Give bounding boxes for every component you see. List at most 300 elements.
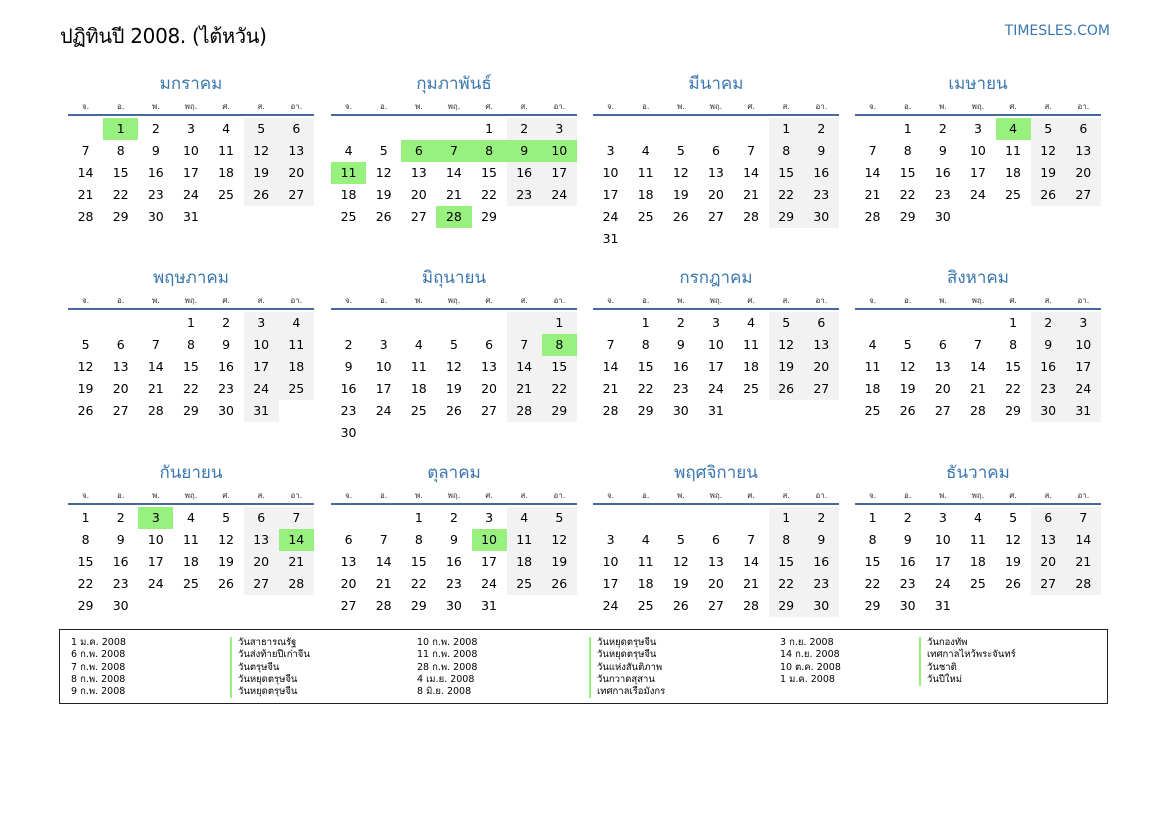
day-cell[interactable]: 16 [1031,356,1066,378]
day-cell[interactable]: 28 [864,209,881,224]
day-cell[interactable]: 16 [340,381,357,396]
day-cell[interactable]: 13 [112,359,129,374]
day-cell[interactable]: 19 [769,356,804,378]
day-cell[interactable]: 17 [602,576,619,591]
day-cell[interactable]: 28 [279,573,314,595]
day-cell[interactable]: 16 [934,165,951,180]
day-cell[interactable]: 23 [1031,378,1066,400]
day-cell[interactable]: 15 [1005,359,1022,374]
day-cell[interactable]: 29 [1005,403,1022,418]
day-cell[interactable]: 21 [743,187,760,202]
day-cell[interactable]: 12 [445,359,462,374]
day-cell[interactable]: 22 [1005,381,1022,396]
day-cell[interactable]: 11 [969,532,986,547]
day-cell[interactable]: 23 [340,403,357,418]
day-cell[interactable]: 13 [244,529,279,551]
day-cell[interactable]: 17 [707,359,724,374]
day-cell[interactable]: 24 [602,598,619,613]
day-cell[interactable]: 4 [279,312,314,334]
day-cell[interactable]: 18 [182,554,199,569]
day-cell[interactable]: 19 [542,551,577,573]
day-cell[interactable]: 5 [449,337,458,352]
day-cell[interactable]: 2 [116,510,125,525]
day-cell[interactable]: 8 [1009,337,1018,352]
day-cell[interactable]: 23 [112,576,129,591]
day-cell[interactable]: 26 [1005,576,1022,591]
day-cell[interactable]: 23 [934,187,951,202]
day-cell[interactable]: 11 [410,359,427,374]
day-cell[interactable]: 19 [218,554,235,569]
holiday-day-cell[interactable]: 8 [472,140,507,162]
day-cell[interactable]: 10 [969,143,986,158]
day-cell[interactable]: 23 [804,184,839,206]
day-cell[interactable]: 7 [81,143,90,158]
day-cell[interactable]: 17 [375,381,392,396]
day-cell[interactable]: 25 [340,209,357,224]
day-cell[interactable]: 12 [672,165,689,180]
day-cell[interactable]: 3 [542,118,577,140]
day-cell[interactable]: 27 [707,209,724,224]
day-cell[interactable]: 31 [707,403,724,418]
day-cell[interactable]: 28 [77,209,94,224]
day-cell[interactable]: 5 [1009,510,1018,525]
day-cell[interactable]: 23 [507,184,542,206]
day-cell[interactable]: 16 [112,554,129,569]
day-cell[interactable]: 22 [637,381,654,396]
day-cell[interactable]: 12 [375,165,392,180]
day-cell[interactable]: 23 [899,576,916,591]
day-cell[interactable]: 20 [481,381,498,396]
day-cell[interactable]: 23 [445,576,462,591]
day-cell[interactable]: 27 [934,403,951,418]
holiday-day-cell[interactable]: 28 [436,206,471,228]
day-cell[interactable]: 6 [116,337,125,352]
day-cell[interactable]: 16 [218,359,235,374]
day-cell[interactable]: 28 [147,403,164,418]
day-cell[interactable]: 11 [743,337,760,352]
day-cell[interactable]: 27 [340,598,357,613]
day-cell[interactable]: 3 [485,510,494,525]
day-cell[interactable]: 18 [637,187,654,202]
day-cell[interactable]: 18 [637,576,654,591]
day-cell[interactable]: 31 [602,231,619,246]
day-cell[interactable]: 3 [606,532,615,547]
day-cell[interactable]: 6 [485,337,494,352]
day-cell[interactable]: 19 [899,381,916,396]
day-cell[interactable]: 14 [445,165,462,180]
day-cell[interactable]: 10 [602,554,619,569]
day-cell[interactable]: 25 [218,187,235,202]
day-cell[interactable]: 17 [602,187,619,202]
day-cell[interactable]: 27 [244,573,279,595]
day-cell[interactable]: 9 [449,532,458,547]
day-cell[interactable]: 6 [1031,507,1066,529]
day-cell[interactable]: 20 [934,381,951,396]
day-cell[interactable]: 24 [934,576,951,591]
day-cell[interactable]: 1 [186,315,195,330]
day-cell[interactable]: 14 [864,165,881,180]
day-cell[interactable]: 24 [375,403,392,418]
day-cell[interactable]: 16 [507,162,542,184]
day-cell[interactable]: 18 [340,187,357,202]
day-cell[interactable]: 18 [507,551,542,573]
day-cell[interactable]: 24 [147,576,164,591]
day-cell[interactable]: 13 [804,334,839,356]
day-cell[interactable]: 28 [507,400,542,422]
day-cell[interactable]: 24 [481,576,498,591]
day-cell[interactable]: 1 [903,121,912,136]
day-cell[interactable]: 26 [672,598,689,613]
day-cell[interactable]: 14 [602,359,619,374]
day-cell[interactable]: 22 [410,576,427,591]
day-cell[interactable]: 17 [147,554,164,569]
day-cell[interactable]: 28 [743,209,760,224]
day-cell[interactable]: 4 [222,121,231,136]
day-cell[interactable]: 12 [218,532,235,547]
day-cell[interactable]: 18 [969,554,986,569]
day-cell[interactable]: 25 [1005,187,1022,202]
day-cell[interactable]: 30 [672,403,689,418]
day-cell[interactable]: 4 [747,315,756,330]
day-cell[interactable]: 21 [77,187,94,202]
day-cell[interactable]: 1 [414,510,423,525]
day-cell[interactable]: 12 [769,334,804,356]
day-cell[interactable]: 2 [344,337,353,352]
day-cell[interactable]: 22 [182,381,199,396]
day-cell[interactable]: 6 [244,507,279,529]
day-cell[interactable]: 20 [804,356,839,378]
day-cell[interactable]: 5 [676,532,685,547]
day-cell[interactable]: 21 [743,576,760,591]
day-cell[interactable]: 11 [218,143,235,158]
day-cell[interactable]: 14 [375,554,392,569]
day-cell[interactable]: 3 [973,121,982,136]
day-cell[interactable]: 9 [804,140,839,162]
day-cell[interactable]: 20 [707,187,724,202]
day-cell[interactable]: 21 [864,187,881,202]
day-cell[interactable]: 31 [244,400,279,422]
holiday-day-cell[interactable]: 6 [401,140,436,162]
day-cell[interactable]: 19 [375,187,392,202]
day-cell[interactable]: 20 [1031,551,1066,573]
day-cell[interactable]: 30 [340,425,357,440]
day-cell[interactable]: 15 [637,359,654,374]
holiday-day-cell[interactable]: 10 [472,529,507,551]
day-cell[interactable]: 16 [147,165,164,180]
day-cell[interactable]: 3 [244,312,279,334]
day-cell[interactable]: 5 [1031,118,1066,140]
day-cell[interactable]: 23 [147,187,164,202]
day-cell[interactable]: 15 [77,554,94,569]
day-cell[interactable]: 28 [743,598,760,613]
day-cell[interactable]: 8 [769,529,804,551]
day-cell[interactable]: 24 [182,187,199,202]
holiday-day-cell[interactable]: 4 [996,118,1031,140]
day-cell[interactable]: 16 [899,554,916,569]
day-cell[interactable]: 17 [244,356,279,378]
day-cell[interactable]: 30 [804,206,839,228]
day-cell[interactable]: 10 [602,165,619,180]
day-cell[interactable]: 4 [868,337,877,352]
day-cell[interactable]: 28 [602,403,619,418]
day-cell[interactable]: 14 [77,165,94,180]
day-cell[interactable]: 22 [112,187,129,202]
day-cell[interactable]: 1 [769,118,804,140]
day-cell[interactable]: 7 [606,337,615,352]
day-cell[interactable]: 7 [151,337,160,352]
day-cell[interactable]: 1 [868,510,877,525]
day-cell[interactable]: 13 [1031,529,1066,551]
day-cell[interactable]: 4 [973,510,982,525]
day-cell[interactable]: 3 [711,315,720,330]
day-cell[interactable]: 14 [507,356,542,378]
day-cell[interactable]: 25 [969,576,986,591]
day-cell[interactable]: 29 [864,598,881,613]
day-cell[interactable]: 26 [244,184,279,206]
day-cell[interactable]: 5 [244,118,279,140]
day-cell[interactable]: 14 [147,359,164,374]
day-cell[interactable]: 1 [542,312,577,334]
day-cell[interactable]: 26 [672,209,689,224]
day-cell[interactable]: 29 [77,598,94,613]
day-cell[interactable]: 17 [542,162,577,184]
day-cell[interactable]: 22 [769,573,804,595]
day-cell[interactable]: 21 [602,381,619,396]
day-cell[interactable]: 24 [707,381,724,396]
day-cell[interactable]: 29 [182,403,199,418]
day-cell[interactable]: 13 [707,554,724,569]
day-cell[interactable]: 2 [676,315,685,330]
day-cell[interactable]: 21 [507,378,542,400]
day-cell[interactable]: 5 [676,143,685,158]
day-cell[interactable]: 18 [218,165,235,180]
day-cell[interactable]: 1 [641,315,650,330]
day-cell[interactable]: 12 [244,140,279,162]
day-cell[interactable]: 8 [641,337,650,352]
day-cell[interactable]: 23 [218,381,235,396]
day-cell[interactable]: 20 [340,576,357,591]
day-cell[interactable]: 3 [186,121,195,136]
day-cell[interactable]: 29 [542,400,577,422]
day-cell[interactable]: 15 [769,162,804,184]
day-cell[interactable]: 31 [1066,400,1101,422]
day-cell[interactable]: 8 [186,337,195,352]
day-cell[interactable]: 12 [1031,140,1066,162]
day-cell[interactable]: 8 [116,143,125,158]
day-cell[interactable]: 30 [147,209,164,224]
day-cell[interactable]: 4 [414,337,423,352]
day-cell[interactable]: 30 [899,598,916,613]
day-cell[interactable]: 27 [481,403,498,418]
holiday-day-cell[interactable]: 7 [436,140,471,162]
day-cell[interactable]: 2 [938,121,947,136]
day-cell[interactable]: 15 [481,165,498,180]
day-cell[interactable]: 20 [279,162,314,184]
day-cell[interactable]: 21 [1066,551,1101,573]
day-cell[interactable]: 18 [410,381,427,396]
day-cell[interactable]: 13 [410,165,427,180]
day-cell[interactable]: 5 [379,143,388,158]
day-cell[interactable]: 6 [279,118,314,140]
day-cell[interactable]: 29 [899,209,916,224]
day-cell[interactable]: 7 [279,507,314,529]
day-cell[interactable]: 15 [182,359,199,374]
day-cell[interactable]: 28 [969,403,986,418]
day-cell[interactable]: 13 [1066,140,1101,162]
day-cell[interactable]: 16 [804,551,839,573]
day-cell[interactable]: 24 [1066,378,1101,400]
day-cell[interactable]: 30 [112,598,129,613]
day-cell[interactable]: 19 [77,381,94,396]
day-cell[interactable]: 20 [244,551,279,573]
day-cell[interactable]: 2 [507,118,542,140]
day-cell[interactable]: 6 [1066,118,1101,140]
day-cell[interactable]: 7 [747,143,756,158]
day-cell[interactable]: 29 [637,403,654,418]
day-cell[interactable]: 8 [414,532,423,547]
day-cell[interactable]: 27 [804,378,839,400]
day-cell[interactable]: 8 [903,143,912,158]
day-cell[interactable]: 11 [507,529,542,551]
day-cell[interactable]: 25 [637,209,654,224]
day-cell[interactable]: 27 [1031,573,1066,595]
day-cell[interactable]: 4 [186,510,195,525]
day-cell[interactable]: 4 [641,143,650,158]
day-cell[interactable]: 9 [344,359,353,374]
day-cell[interactable]: 7 [1066,507,1101,529]
day-cell[interactable]: 17 [481,554,498,569]
day-cell[interactable]: 8 [868,532,877,547]
day-cell[interactable]: 26 [218,576,235,591]
day-cell[interactable]: 11 [637,165,654,180]
day-cell[interactable]: 26 [542,573,577,595]
day-cell[interactable]: 25 [864,403,881,418]
day-cell[interactable]: 9 [938,143,947,158]
day-cell[interactable]: 12 [1005,532,1022,547]
holiday-day-cell[interactable]: 3 [138,507,173,529]
day-cell[interactable]: 15 [864,554,881,569]
day-cell[interactable]: 29 [769,595,804,617]
day-cell[interactable]: 17 [934,554,951,569]
day-cell[interactable]: 13 [934,359,951,374]
day-cell[interactable]: 30 [1031,400,1066,422]
day-cell[interactable]: 15 [112,165,129,180]
day-cell[interactable]: 15 [769,551,804,573]
day-cell[interactable]: 18 [1005,165,1022,180]
day-cell[interactable]: 21 [969,381,986,396]
day-cell[interactable]: 27 [279,184,314,206]
day-cell[interactable]: 5 [903,337,912,352]
day-cell[interactable]: 6 [344,532,353,547]
day-cell[interactable]: 18 [864,381,881,396]
day-cell[interactable]: 3 [606,143,615,158]
day-cell[interactable]: 16 [672,359,689,374]
day-cell[interactable]: 22 [899,187,916,202]
day-cell[interactable]: 13 [279,140,314,162]
day-cell[interactable]: 24 [542,184,577,206]
day-cell[interactable]: 30 [804,595,839,617]
day-cell[interactable]: 25 [279,378,314,400]
day-cell[interactable]: 2 [1031,312,1066,334]
day-cell[interactable]: 6 [711,143,720,158]
day-cell[interactable]: 1 [81,510,90,525]
day-cell[interactable]: 2 [222,315,231,330]
day-cell[interactable]: 27 [410,209,427,224]
holiday-day-cell[interactable]: 1 [103,118,138,140]
day-cell[interactable]: 29 [481,209,498,224]
day-cell[interactable]: 9 [222,337,231,352]
day-cell[interactable]: 16 [445,554,462,569]
day-cell[interactable]: 7 [379,532,388,547]
day-cell[interactable]: 1 [769,507,804,529]
day-cell[interactable]: 26 [77,403,94,418]
day-cell[interactable]: 17 [1066,356,1101,378]
day-cell[interactable]: 27 [707,598,724,613]
day-cell[interactable]: 7 [868,143,877,158]
day-cell[interactable]: 5 [542,507,577,529]
day-cell[interactable]: 12 [672,554,689,569]
day-cell[interactable]: 19 [445,381,462,396]
day-cell[interactable]: 19 [1031,162,1066,184]
holiday-day-cell[interactable]: 10 [542,140,577,162]
day-cell[interactable]: 10 [934,532,951,547]
day-cell[interactable]: 13 [481,359,498,374]
day-cell[interactable]: 19 [672,187,689,202]
day-cell[interactable]: 6 [711,532,720,547]
holiday-day-cell[interactable]: 8 [542,334,577,356]
day-cell[interactable]: 9 [1031,334,1066,356]
holiday-day-cell[interactable]: 9 [507,140,542,162]
day-cell[interactable]: 30 [934,209,951,224]
day-cell[interactable]: 7 [507,334,542,356]
day-cell[interactable]: 2 [804,507,839,529]
day-cell[interactable]: 22 [481,187,498,202]
day-cell[interactable]: 11 [1005,143,1022,158]
day-cell[interactable]: 20 [112,381,129,396]
day-cell[interactable]: 8 [769,140,804,162]
day-cell[interactable]: 11 [279,334,314,356]
day-cell[interactable]: 11 [182,532,199,547]
day-cell[interactable]: 9 [116,532,125,547]
day-cell[interactable]: 20 [707,576,724,591]
day-cell[interactable]: 28 [1066,573,1101,595]
day-cell[interactable]: 27 [112,403,129,418]
day-cell[interactable]: 14 [743,554,760,569]
day-cell[interactable]: 24 [969,187,986,202]
day-cell[interactable]: 22 [77,576,94,591]
day-cell[interactable]: 14 [969,359,986,374]
day-cell[interactable]: 14 [1066,529,1101,551]
day-cell[interactable]: 22 [769,184,804,206]
day-cell[interactable]: 12 [542,529,577,551]
day-cell[interactable]: 19 [244,162,279,184]
day-cell[interactable]: 9 [151,143,160,158]
day-cell[interactable]: 21 [279,551,314,573]
day-cell[interactable]: 5 [222,510,231,525]
day-cell[interactable]: 26 [445,403,462,418]
day-cell[interactable]: 29 [410,598,427,613]
day-cell[interactable]: 2 [151,121,160,136]
day-cell[interactable]: 30 [218,403,235,418]
day-cell[interactable]: 21 [445,187,462,202]
day-cell[interactable]: 25 [507,573,542,595]
day-cell[interactable]: 10 [244,334,279,356]
day-cell[interactable]: 20 [410,187,427,202]
day-cell[interactable]: 6 [804,312,839,334]
day-cell[interactable]: 11 [864,359,881,374]
day-cell[interactable]: 9 [903,532,912,547]
day-cell[interactable]: 3 [938,510,947,525]
